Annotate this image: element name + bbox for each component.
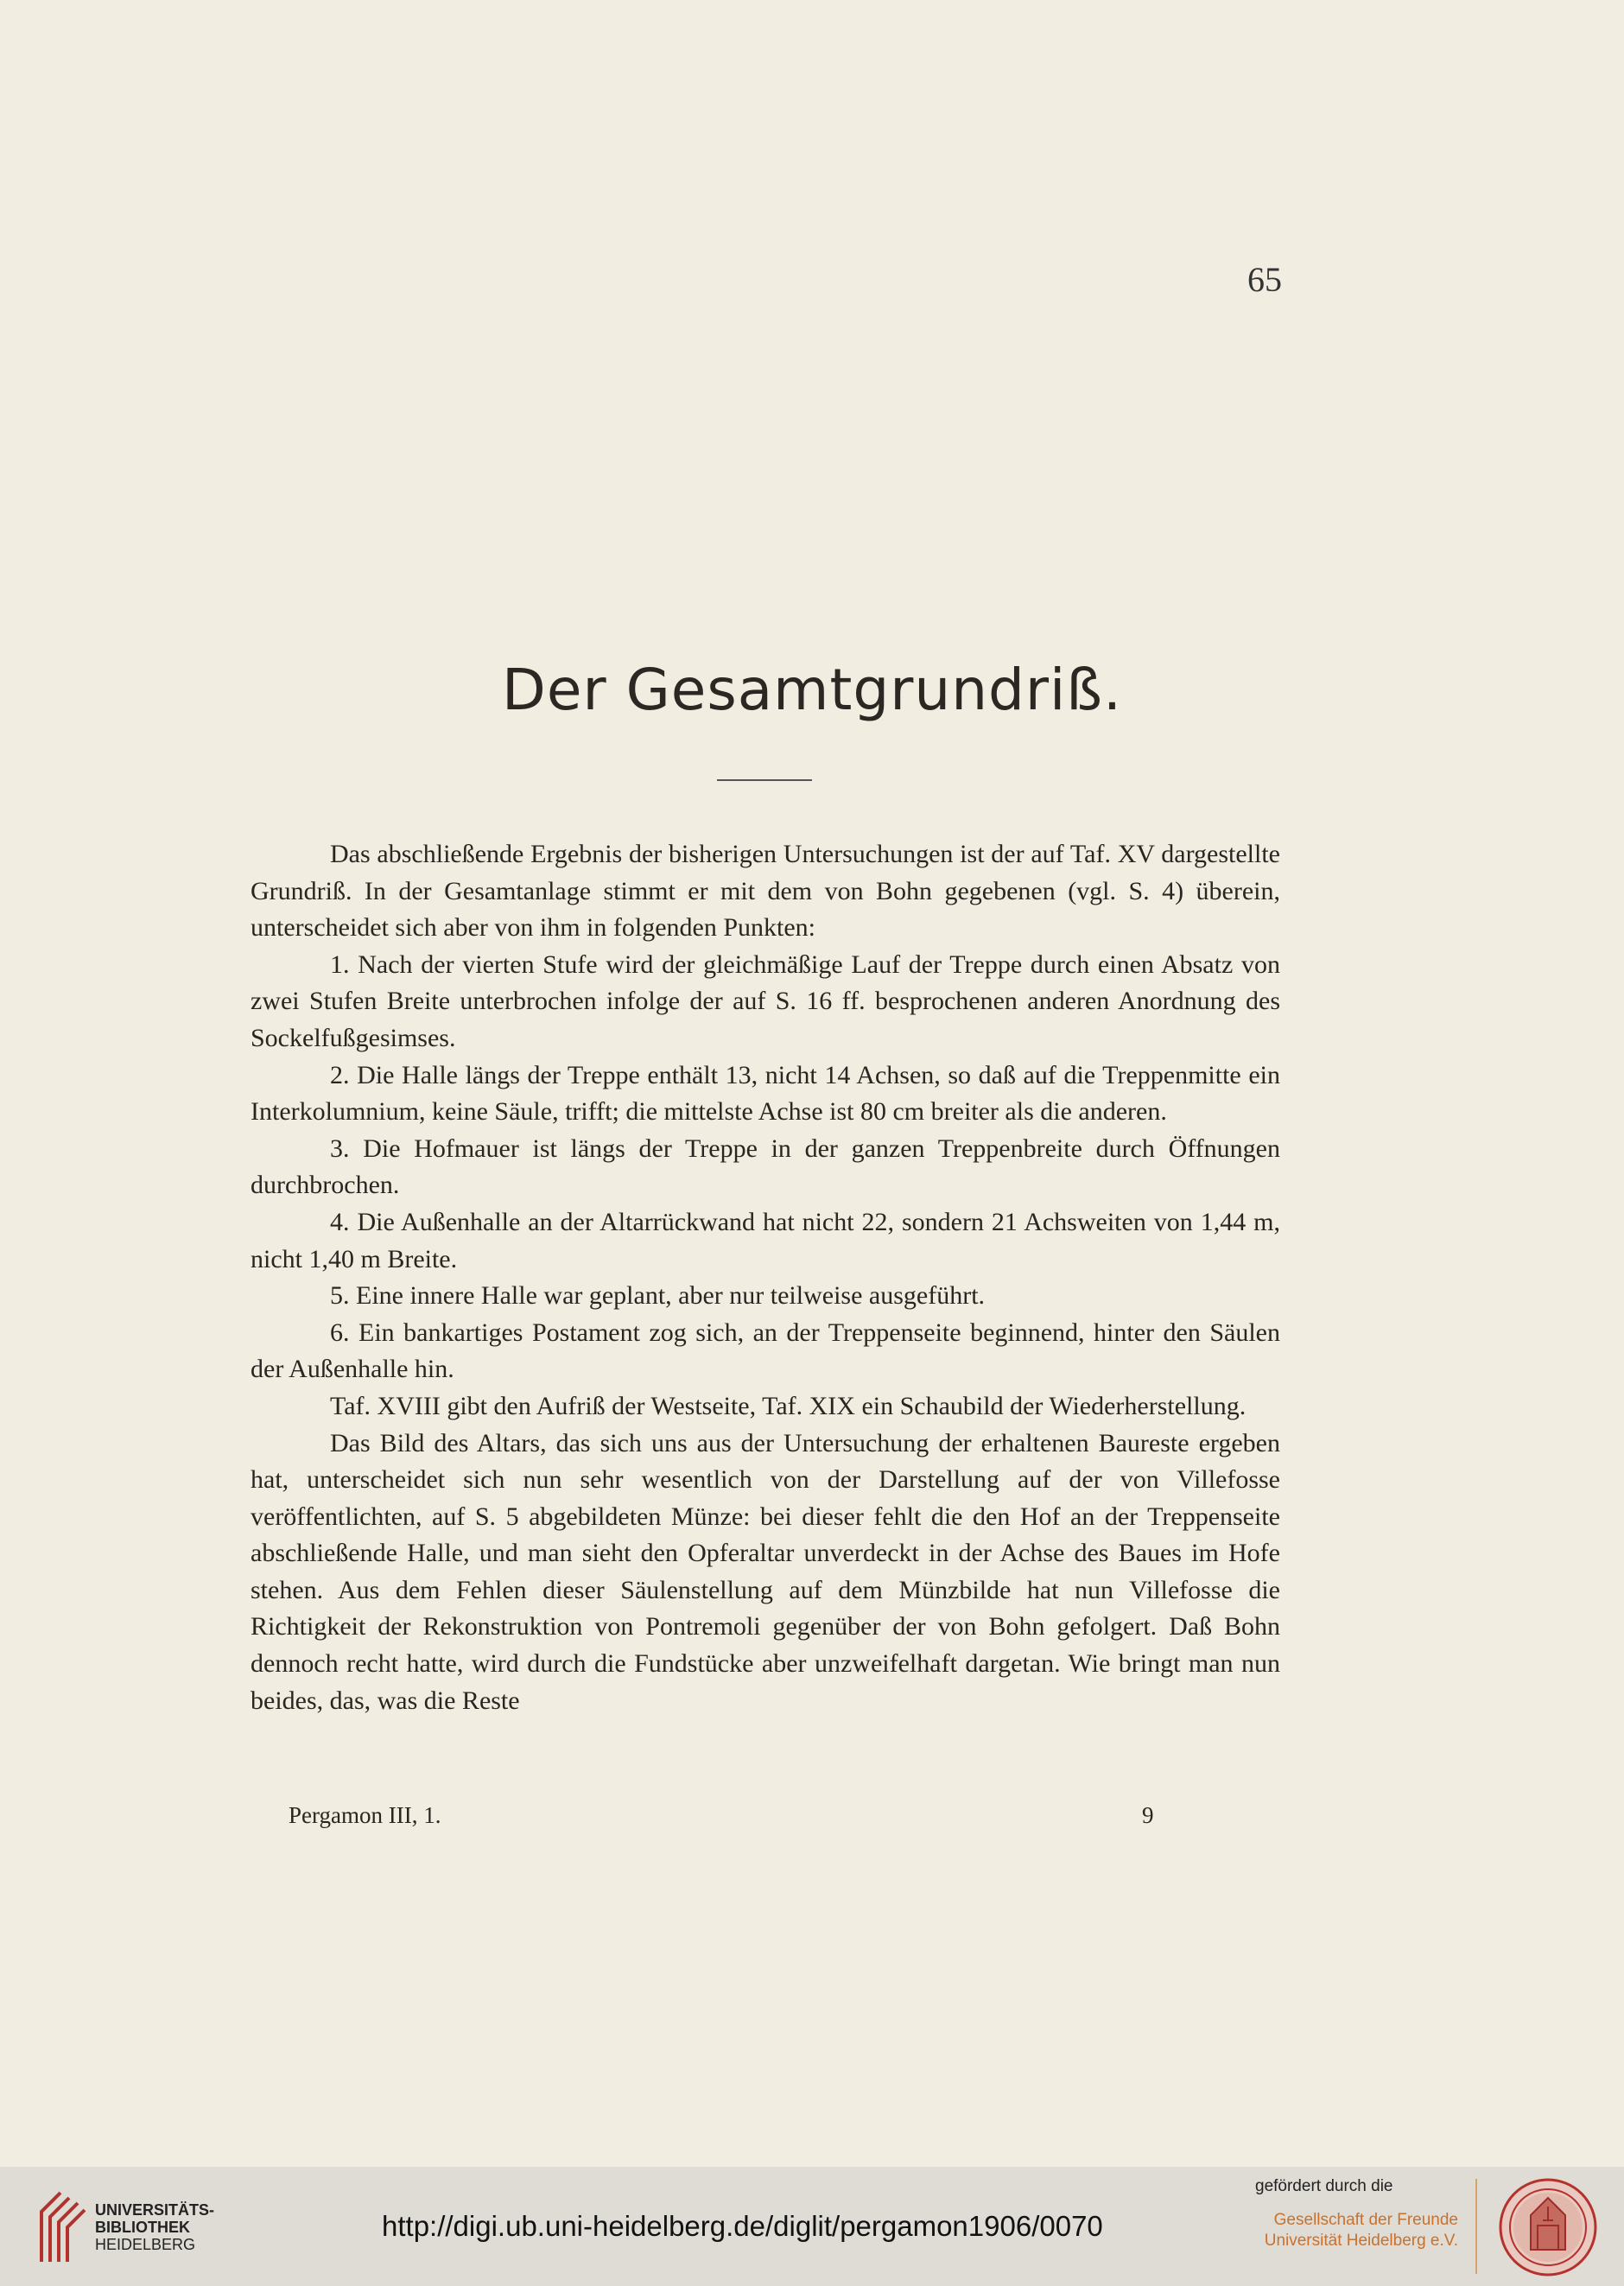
paragraph-point-1: 1. Nach der vierten Stufe wird der gleichmäßige Lauf der Treppe durch einen Absatz von zwei Stufen Breite unterbrochen infolge der auf S. 16 ff. besprochenen anderen Anordnung des Sockelfußgesimses. — [251, 949, 1280, 1052]
permalink-url[interactable]: http://digi.ub.uni-heidelberg.de/diglit/pergamon1906/0070 — [382, 2210, 1103, 2242]
sponsor-divider — [1475, 2179, 1477, 2274]
university-seal-icon — [1498, 2177, 1598, 2277]
body-text — [251, 836, 1280, 1719]
title-divider — [717, 779, 812, 781]
sponsor-label: gefördert durch die — [1255, 2177, 1393, 2195]
library-name: UNIVERSITÄTS- BIBLIOTHEK HEIDELBERG — [95, 2201, 215, 2253]
digitization-banner — [0, 2167, 1624, 2286]
sponsor-name[interactable]: Gesellschaft der Freunde Universität Heidelberg e.V. — [1264, 2211, 1458, 2250]
paragraph-point-6: 6. Ein bankartiges Postament zog sich, an der Treppenseite beginnend, hinter den Säulen der Außenhalle hin. — [251, 1318, 1280, 1384]
paragraph-discussion: Das Bild des Altars, das sich uns aus der Untersuchung der erhaltenen Baureste ergeben hat, unterscheidet sich nun sehr wesentlich von der Darstellung auf der von Villefosse veröffentlichten, auf S. 5 abgebildeten Münze: bei dieser fehlt die den Hof an der Treppenseite abschließende Halle, und man sieht den Opferaltar unverdeckt in der Achse des Baues im Hofe stehen. Aus dem Fehlen dieser Säulenstellung auf dem Münzbilde hat nun Villefosse die Richtigkeit der Rekonstruktion von Pontremoli gegenüber der von Bohn gefolgert. Daß Bohn dennoch recht hatte, wird durch die Fundstücke aber unzweifelhaft dargetan. Wie bringt man nun beides, das, was die Reste — [251, 1428, 1280, 1715]
paragraph-point-2: 2. Die Halle längs der Treppe enthält 13, nicht 14 Achsen, so daß auf die Treppenmitte ein Interkolumnium, keine Säule, trifft; die mittelste Achse ist 80 cm breiter als die anderen. — [251, 1060, 1280, 1127]
paragraph-intro: Das abschließende Ergebnis der bisherigen Untersuchungen ist der auf Taf. XV dargestellte Grundriß. In der Gesamtanlage stimmt er mit dem von Bohn gegebenen (vgl. S. 4) überein, unterscheidet sich aber von ihm in folgenden Punkten: — [251, 840, 1280, 943]
paragraph-point-4: 4. Die Außenhalle an der Altarrückwand hat nicht 22, sondern 21 Achsweiten von 1,44 m, nicht 1,40 m Breite. — [251, 1207, 1280, 1273]
paragraph-plates: Taf. XVIII gibt den Aufriß der Westseite, Taf. XIX ein Schaubild der Wiederherstellung. — [330, 1391, 1247, 1420]
signature-mark: Pergamon III, 1. — [289, 1802, 441, 1828]
paragraph-point-5: 5. Eine innere Halle war geplant, aber nur teilweise ausgeführt. — [330, 1281, 986, 1311]
library-logo-icon[interactable] — [35, 2186, 88, 2265]
page-title: Der Gesamtgrundriß. — [502, 657, 1122, 723]
paragraph-point-3: 3. Die Hofmauer ist längs der Treppe in der ganzen Treppenbreite durch Öffnungen durchbrochen. — [251, 1133, 1280, 1200]
page-number: 65 — [1247, 260, 1282, 299]
sheet-number: 9 — [1142, 1802, 1154, 1828]
